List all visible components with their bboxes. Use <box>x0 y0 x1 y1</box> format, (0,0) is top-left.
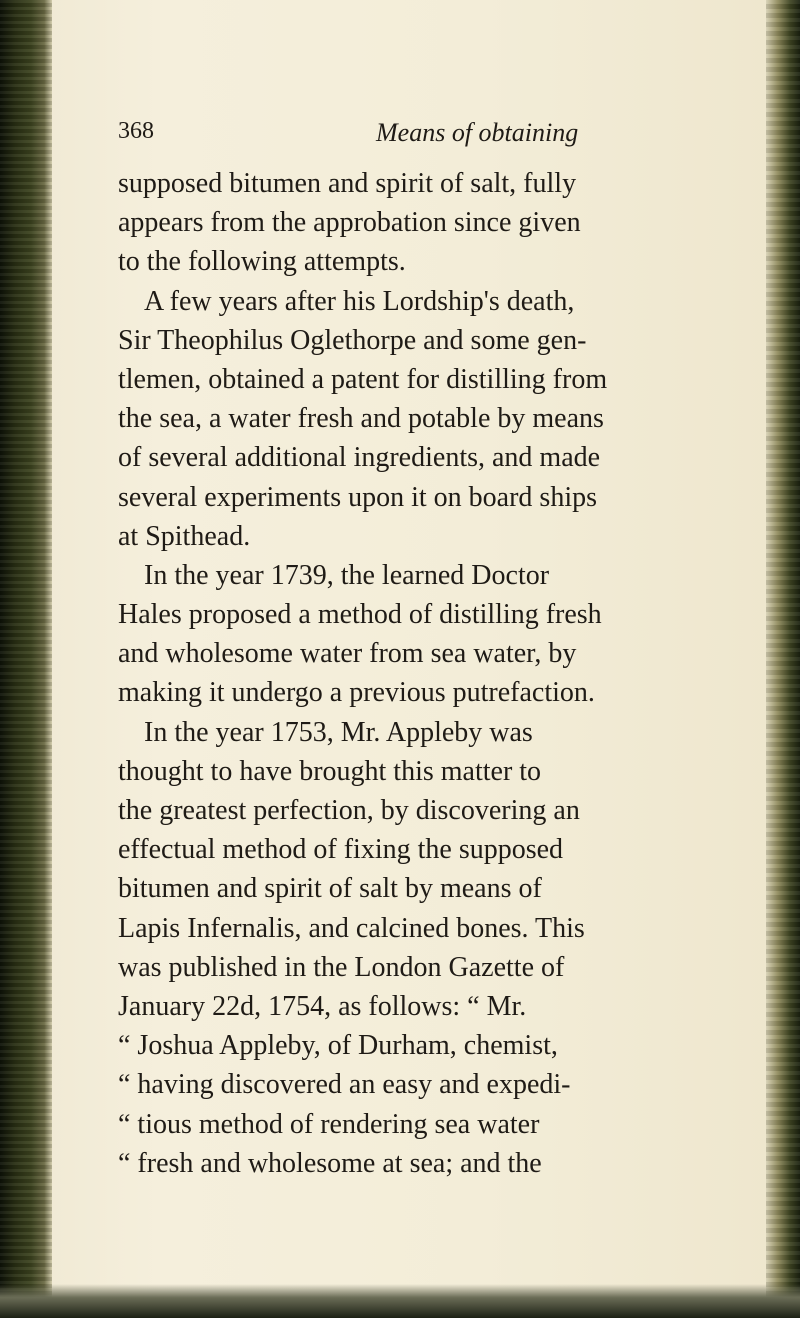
text-line: appears from the approbation since given <box>118 207 581 239</box>
text-line: Lapis Infernalis, and calcined bones. This <box>118 912 585 944</box>
text-line: Sir Theophilus Oglethorpe and some gen- <box>118 324 587 356</box>
text-line: the greatest perfection, by discovering an <box>118 795 580 826</box>
text-line: and wholesome water from sea water, by <box>118 638 577 670</box>
text-line: of several additional ingredients, and made <box>118 442 601 474</box>
text-line: was published in the London Gazette of <box>118 951 565 983</box>
text-line: Hales proposed a method of distilling fresh <box>118 599 602 631</box>
text-line: January 22d, 1754, as follows: “ Mr. <box>118 990 527 1022</box>
text-line: supposed bitumen and spirit of salt, fully <box>118 168 577 199</box>
running-head <box>118 118 794 164</box>
page-text-block <box>118 118 794 1183</box>
quoted-line: “ having discovered an easy and expedi- <box>118 1069 571 1101</box>
quoted-line: “ Joshua Appleby, of Durham, chemist, <box>118 1030 558 1062</box>
text-line: the sea, a water fresh and potable by means <box>118 403 604 435</box>
text-line: several experiments upon it on board ships <box>118 481 598 513</box>
paragraph-start-line: A few years after his Lordship's death, <box>144 285 575 317</box>
book-spine-edge <box>0 0 52 1318</box>
quoted-line: “ fresh and wholesome at sea; and the <box>118 1147 542 1179</box>
quoted-line: “ tious method of rendering sea water <box>118 1108 540 1140</box>
text-line: making it undergo a previous putrefaction. <box>118 677 595 709</box>
running-title: Means of obtaining <box>376 118 579 147</box>
text-line: effectual method of fixing the supposed <box>118 834 564 866</box>
text-line: thought to have brought this matter to <box>118 755 542 787</box>
text-line: at Spithead. <box>118 520 251 552</box>
text-line: tlemen, obtained a patent for distilling from <box>118 363 608 395</box>
text-line: to the following attempts. <box>118 246 406 278</box>
text-line: bitumen and spirit of salt by means of <box>118 873 542 905</box>
paragraph-start-line: In the year 1753, Mr. Appleby was <box>144 716 533 748</box>
page-bottom-edge <box>0 1284 800 1318</box>
page-number: 368 <box>118 118 154 144</box>
paragraph-start-line: In the year 1739, the learned Doctor <box>144 559 550 591</box>
